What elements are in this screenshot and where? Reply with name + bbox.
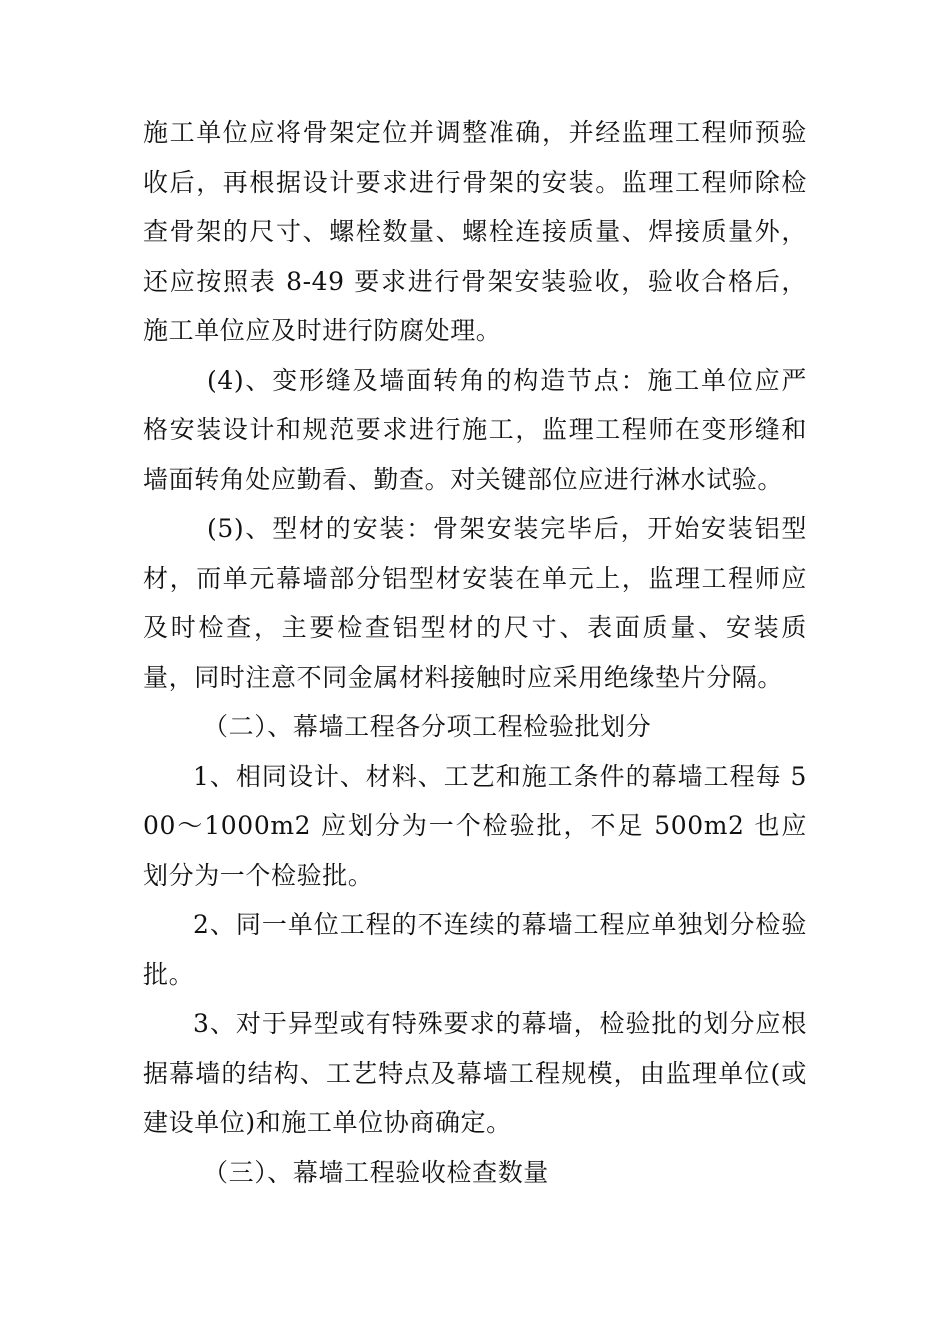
paragraph-lot-rule-1: 1、相同设计、材料、工艺和施工条件的幕墙工程每 500～1000m2 应划分为一个检验批，不足 500m2 也应划分为一个检验批。 [143, 761, 807, 890]
section-heading-inspection-lots: （二）、幕墙工程各分项工程检验批划分 [203, 712, 652, 741]
paragraph-deformation-joints: (4)、变形缝及墙面转角的构造节点：施工单位应严格安装设计和规范要求进行施工，监理工程师在变形缝和墙面转角处应勤看、勤查。对关键部位应进行淋水试验。 [143, 365, 807, 494]
paragraph-skeleton-installation: 施工单位应将骨架定位并调整准确，并经监理工程师预验收后，再根据设计要求进行骨架的安装。监理工程师除检查骨架的尺寸、螺栓数量、螺栓连接质量、焊接质量外，还应按照表 8-49 要求进行骨架安装验收，验收合格后，施工单位应及时进行防腐处理。 [143, 118, 807, 345]
paragraph-profile-installation: (5)、型材的安装：骨架安装完毕后，开始安装铝型材，而单元幕墙部分铝型材安装在单元上，监理工程师应及时检查，主要检查铝型材的尺寸、表面质量、安装质量，同时注意不同金属材料接触时应采用绝缘垫片分隔。 [143, 514, 807, 692]
section-heading-inspection-quantity: （三）、幕墙工程验收检查数量 [203, 1157, 549, 1187]
paragraph-lot-rule-3: 3、对于异型或有特殊要求的幕墙，检验批的划分应根据幕墙的结构、工艺特点及幕墙工程规模，由监理单位(或建设单位)和施工单位协商确定。 [143, 1009, 807, 1137]
paragraph-lot-rule-2: 2、同一单位工程的不连续的幕墙工程应单独划分检验批。 [143, 910, 807, 989]
document-body [143, 108, 807, 1197]
